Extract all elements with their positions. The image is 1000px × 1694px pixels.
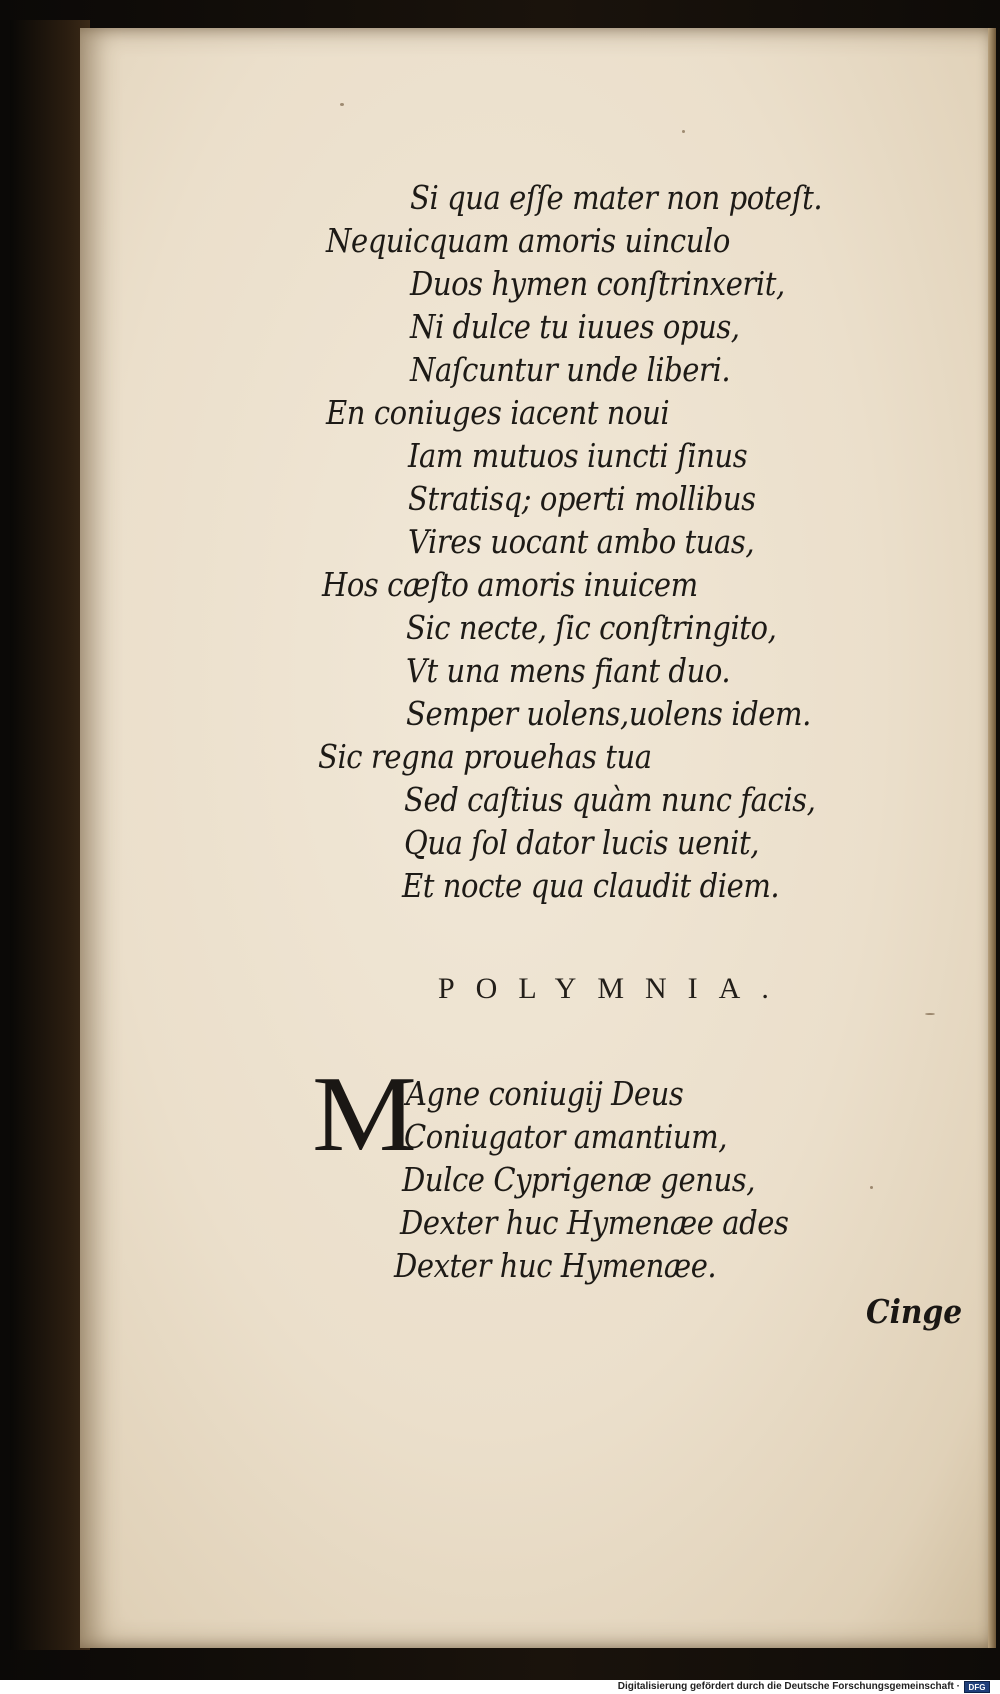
verse-line: Dexter huc Hymenæe. [394, 1246, 717, 1285]
verse-line: Agne coniugij Deus [406, 1074, 684, 1113]
paper-speck [925, 1013, 935, 1015]
verse-line: Coniugator amantium, [404, 1117, 728, 1156]
verse-line: Dulce Cyprigenæ genus, [402, 1160, 755, 1199]
book-spine-shadow [10, 20, 90, 1650]
verse-line: Et nocte qua claudit diem. [402, 866, 780, 905]
verse-line: En coniuges iacent noui [326, 393, 670, 432]
verse-line: Dexter huc Hymenæe ades [400, 1203, 789, 1242]
paper-speck [340, 103, 344, 106]
section-heading: POLYMNIA. [438, 972, 790, 1005]
verse-line: Nequicquam amoris uinculo [326, 221, 730, 260]
verse-line: Vt una mens fiant duo. [406, 651, 731, 690]
verse-line: Semper uolens,uolens idem. [406, 694, 811, 733]
verse-line: Si qua eſſe mater non poteſt. [410, 178, 823, 217]
catchword: Cinge [866, 1292, 963, 1331]
funding-credit: Digitalisierung gefördert durch die Deutsche Forschungsgemeinschaft · [617, 1681, 960, 1692]
drop-cap-initial: M [312, 1053, 417, 1174]
verse-line: Qua ſol dator lucis uenit, [404, 823, 759, 862]
verse-line: Iam mutuos iuncti ſinus [408, 436, 748, 475]
verse-line: Hos cæſto amoris inuicem [322, 565, 698, 604]
paper-speck [870, 1186, 873, 1189]
footer-bar [0, 1680, 1000, 1694]
page-edge [988, 28, 996, 1648]
verse-line: Stratisq; operti mollibus [408, 479, 756, 518]
paper-speck [682, 130, 685, 133]
verse-line: Sic necte, ſic conſtringito, [406, 608, 777, 647]
verse-line: Ni dulce tu iuues opus, [410, 307, 740, 346]
verse-line: Sed caſtius quàm nunc facis, [404, 780, 816, 819]
verse-line: Vires uocant ambo tuas, [408, 522, 755, 561]
verse-line: Naſcuntur unde liberi. [410, 350, 731, 389]
verse-line: Duos hymen conſtrinxerit, [410, 264, 785, 303]
dfg-logo: DFG [964, 1681, 990, 1693]
verse-line: Sic regna prouehas tua [318, 737, 652, 776]
